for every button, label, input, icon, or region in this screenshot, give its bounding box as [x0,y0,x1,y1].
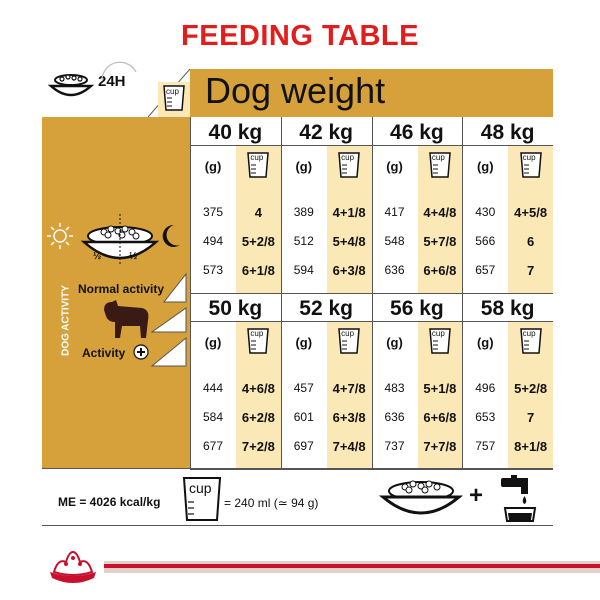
cups-value: 5+2/8 [514,381,548,396]
grams-value: 444 [202,381,224,395]
cups-value: 5+4/8 [332,234,366,249]
footer-cup-icon [182,476,222,522]
weight-header: 42 kg [299,121,353,144]
cups-value: 4+6/8 [241,381,275,396]
cups-value: 6 [527,234,535,249]
grams-value: 483 [384,381,405,395]
footer-cup-label: cup [189,480,212,496]
grams-unit-label: (g) [295,159,313,174]
cups-value: 7 [527,410,535,425]
grams-unit-label: (g) [476,335,494,350]
cups-value: 4+5/8 [514,205,548,220]
column-divider [462,293,463,469]
dog-weight-label: Dog weight [205,70,386,111]
normal-activity-label: Normal activity [78,282,165,296]
footer-bottom-line [42,525,553,526]
grams-value: 737 [384,439,405,453]
feeding-table [190,117,553,468]
cups-value: 8+1/8 [514,439,548,454]
grams-value: 573 [202,263,224,277]
royal-crown-logo [42,548,104,588]
grams-value: 677 [202,439,224,453]
food-bowl-icon [378,475,464,526]
daily-label: 24H [98,73,126,90]
cup-label: cup [341,329,355,338]
cups-value: 4 [254,205,262,220]
grams-unit-label: (g) [204,335,222,350]
cups-value: 5+7/8 [423,234,457,249]
grams-unit-label: (g) [386,159,403,174]
grams-value: 636 [384,410,405,424]
cup-label: cup [522,329,536,338]
grams-value: 417 [384,205,405,219]
cups-value: 4+4/8 [423,205,457,220]
weight-header: 50 kg [208,297,263,320]
activity-label: Activity [82,346,126,360]
activity-level-ramp [150,272,188,373]
page-title: FEEDING TABLE [181,20,419,52]
split-bowl-icon [78,212,164,273]
cups-value: 7+7/8 [423,439,457,454]
cups-value: 6+3/8 [332,263,366,278]
weight-header: 58 kg [480,297,535,320]
cup-icon [428,327,452,355]
cups-value: 5+1/8 [423,381,457,396]
cup-label: cup [166,87,179,96]
cup-label: cup [522,153,536,162]
table-left-border [190,117,191,468]
grams-value: 494 [202,234,224,248]
brand-stripe-red [100,564,600,568]
moon-icon [160,223,182,254]
bowl-24h-icon [48,70,103,102]
cups-value: 4+7/8 [332,381,366,396]
cup-label: cup [341,153,355,162]
cup-icon [428,151,452,179]
cup-label: cup [250,329,264,338]
cup-icon [519,327,543,355]
grams-value: 657 [475,263,496,277]
cups-value: 6+6/8 [423,410,457,425]
weight-header: 40 kg [208,121,263,144]
cup-icon [246,151,270,179]
grams-value: 601 [293,410,314,424]
cups-value: 6+1/8 [241,263,275,278]
block-divider [190,469,553,470]
grams-value: 457 [293,381,314,395]
weight-header: 56 kg [390,297,444,320]
grams-value: 512 [293,234,314,248]
footer-top-line [42,468,553,469]
half-right-label: ½ [129,251,138,262]
grams-value: 566 [475,234,496,248]
weight-header: 48 kg [480,121,535,144]
sun-icon [46,222,74,255]
column-divider [281,117,282,293]
column-divider [462,117,463,293]
cup-icon [337,151,361,179]
grams-unit-label: (g) [204,159,222,174]
cups-value: 4+1/8 [332,205,366,220]
grams-value: 548 [384,234,405,248]
cup-icon [246,327,270,355]
grams-value: 375 [202,205,224,219]
grams-unit-label: (g) [476,159,494,174]
cups-value: 7 [527,263,535,278]
cup-label: cup [250,153,264,162]
plus-circle-icon [133,344,149,365]
column-divider [372,293,373,469]
metabolizable-energy: ME = 4026 kcal/kg [58,495,161,509]
water-tap-icon [497,474,537,529]
cup-icon [162,84,186,112]
cup-icon [519,151,543,179]
grams-value: 496 [475,381,496,395]
cups-value: 6+3/8 [332,410,366,425]
grams-value: 389 [293,205,314,219]
grams-value: 697 [293,439,314,453]
grams-unit-label: (g) [386,335,403,350]
weight-header: 52 kg [299,297,353,320]
grams-value: 584 [202,410,224,424]
cups-value: 7+2/8 [241,439,275,454]
grams-value: 636 [384,263,405,277]
dog-silhouette-icon [98,296,152,345]
cups-value: 6+6/8 [423,263,457,278]
cup-equivalence: = 240 ml (≃ 94 g) [224,496,319,510]
grams-value: 594 [293,263,314,277]
half-left-label: ½ [93,251,102,262]
cups-value: 5+2/8 [241,234,275,249]
grams-unit-label: (g) [295,335,313,350]
cups-value: 7+4/8 [332,439,366,454]
activity-side-label: DOG ACTIVITY [60,285,72,356]
clock-arc-icon [96,58,144,106]
column-divider [372,117,373,293]
grams-value: 757 [475,439,496,453]
column-divider [281,293,282,469]
grams-value: 430 [475,205,496,219]
plus-sign: + [469,482,484,509]
cups-value: 6+2/8 [241,410,275,425]
cup-label: cup [431,329,445,338]
cup-label: cup [431,153,445,162]
grams-value: 653 [475,410,496,424]
cup-icon [337,327,361,355]
weight-header: 46 kg [390,121,444,144]
